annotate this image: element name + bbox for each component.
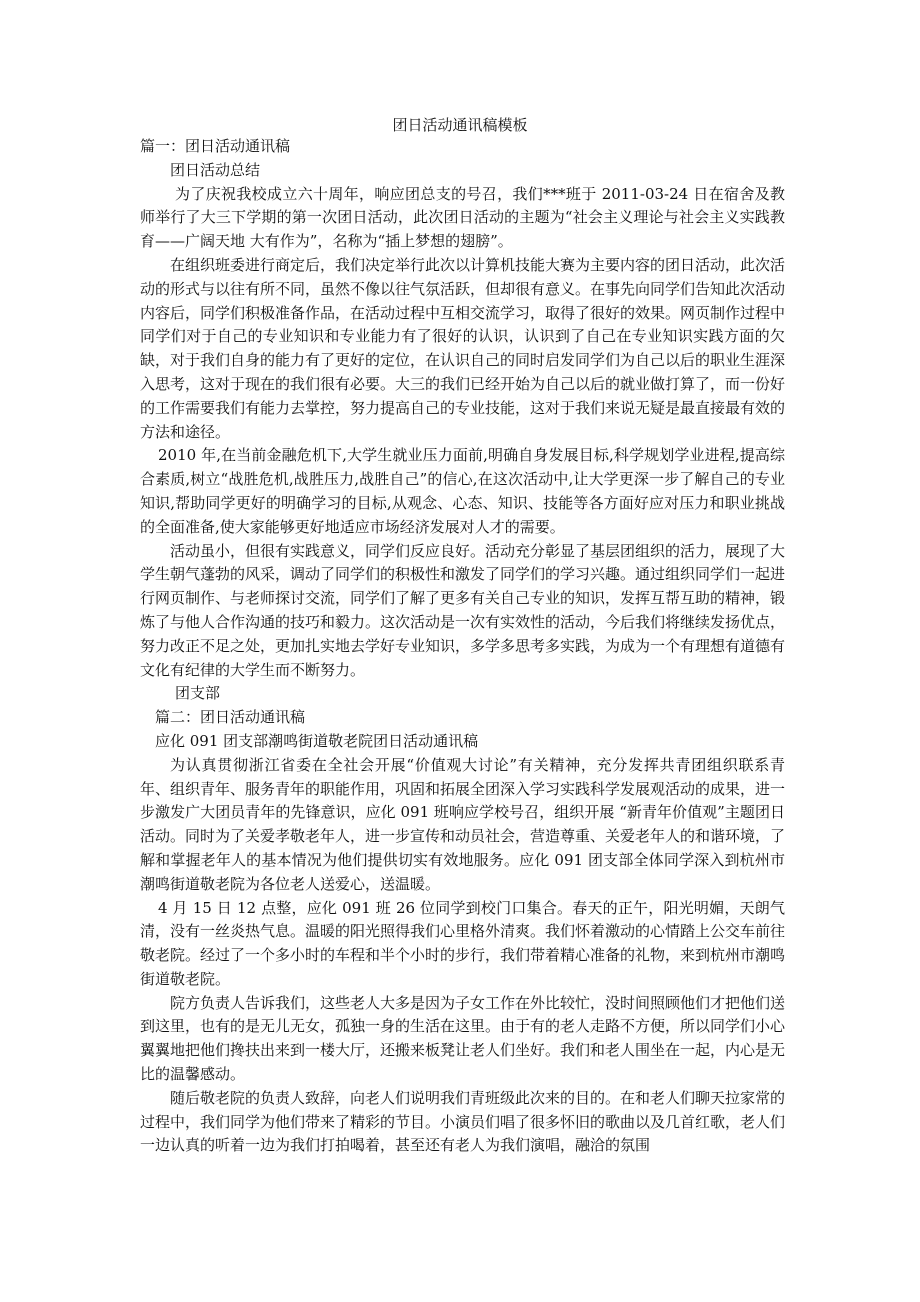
part1-subheading: 团日活动总结 <box>170 160 261 179</box>
part2-subheading: 应化 091 团支部潮鸣街道敬老院团日活动通讯稿 <box>155 731 479 750</box>
document-title: 团日活动通讯稿模板 <box>392 116 528 134</box>
paragraph: 2010 年,在当前金融危机下,大学生就业压力面前,明确自身发展目标,科学规划学业进程,提高综合素质,树立“战胜危机,战胜压力,战胜自己”的信心,在这次活动中,让大学更深一步了解自己的专业知识,帮助同学更好的明确学习的目标,从观念、心态、知识、技能等各方面好应对压力和职业挑战的全面准备,使大家能够更好地适应市场经济发展对人才的需要。 <box>140 446 785 536</box>
signature: 团支部 <box>175 684 221 703</box>
paragraph: 活动虽小，但很有实践意义，同学们反应良好。活动充分彰显了基层团组织的活力，展现了大学生朝气蓬勃的风采，调动了同学们的积极性和激发了同学们的学习兴趣。通过组织同学们一起进行网页制作、与老师探讨交流，同学们了解了更多有关自己专业的知识，发挥互帮互助的精神，锻炼了与他人合作沟通的技巧和毅力。这次活动是一次有实效性的活动，今后我们将继续发扬优点，努力改正不足之处，更加扎实地去学好专业知识，多学多思考多实践，为成为一个有理想有道德有文化有纪律的大学生而不断努力。 <box>140 541 786 679</box>
part2-heading: 篇二：团日活动通讯稿 <box>155 708 306 727</box>
paragraph: 为认真贯彻浙江省委在全社会开展“价值观大讨论”有关精神，充分发挥共青团组织联系青年、组织青年、服务青年的职能作用，巩固和拓展全团深入学习实践科学发展观活动的成果，进一步激发广大团员青年的先锋意识，应化 091 班响应学校号召，组织开展 “新青年价值观”主题团日活动。同时为了关爱孝敬老年人，进一步宣传和动员社会，营造尊重、关爱老年人的和谐环境，了解和掌握老年人的基本情况为他们提供切实有效地服务。应化 091 团支部全体同学深入到杭州市潮鸣街道敬老院为各位老人送爱心，送温暖。 <box>140 755 786 893</box>
document-body <box>140 135 785 1158</box>
paragraph: 4 月 15 日 12 点整，应化 091 班 26 位同学到校门口集合。春天的正午，阳光明媚，天朗气清，没有一丝炎热气息。温暖的阳光照得我们心里格外清爽。我们怀着激动的心情踏上公交车前往敬老院。经过了一个多小时的车程和半个小时的步行，我们带着精心准备的礼物，来到杭州市潮鸣街道敬老院。 <box>140 898 786 988</box>
paragraph: 院方负责人告诉我们，这些老人大多是因为子女工作在外比较忙，没时间照顾他们才把他们送到这里，也有的是无儿无女，孤独一身的生活在这里。由于有的老人走路不方便，所以同学们小心翼翼地把他们搀扶出来到一楼大厅，还搬来板凳让老人们坐好。我们和老人围坐在一起，内心是无比的温馨感动。 <box>140 993 786 1084</box>
paragraph: 在组织班委进行商定后，我们决定举行此次以计算机技能大赛为主要内容的团日活动，此次活动的形式与以往有所不同，虽然不像以往气氛活跃，但却很有意义。在事先向同学们告知此次活动内容后，同学们积极准备作品，在活动过程中互相交流学习，取得了很好的效果。网页制作过程中同学们对于自己的专业知识和专业能力有了很好的认识，认识到了自己在专业知识实践方面的欠缺，对于我们自身的能力有了更好的定位，在认识自己的同时启发同学们为自己以后的职业生涯深入思考，这对于现在的我们很有必要。大三的我们已经开始为自己以后的就业做打算了，而一份好的工作需要我们有能力去掌控，努力提高自己的专业技能，这对于我们来说无疑是最直接最有效的方法和途径。 <box>140 255 786 441</box>
part1-heading: 篇一：团日活动通讯稿 <box>140 137 291 155</box>
paragraph: 随后敬老院的负责人致辞，向老人们说明我们青班级此次来的目的。在和老人们聊天拉家常的过程中，我们同学为他们带来了精彩的节目。小演员们唱了很多怀旧的歌曲以及几首红歌，老人们一边认真的听着一边为我们打拍喝着，甚至还有老人为我们演唱，融洽的氛围 <box>140 1088 786 1155</box>
paragraph: 为了庆祝我校成立六十周年，响应团总支的号召，我们***班于 2011-03-24 日在宿舍及教师举行了大三下学期的第一次团日活动，此次团日活动的主题为“社会主义理论与社会主义实践教育——广阔天地 大有作为”，名称为“插上梦想的翅膀”。 <box>140 184 785 251</box>
